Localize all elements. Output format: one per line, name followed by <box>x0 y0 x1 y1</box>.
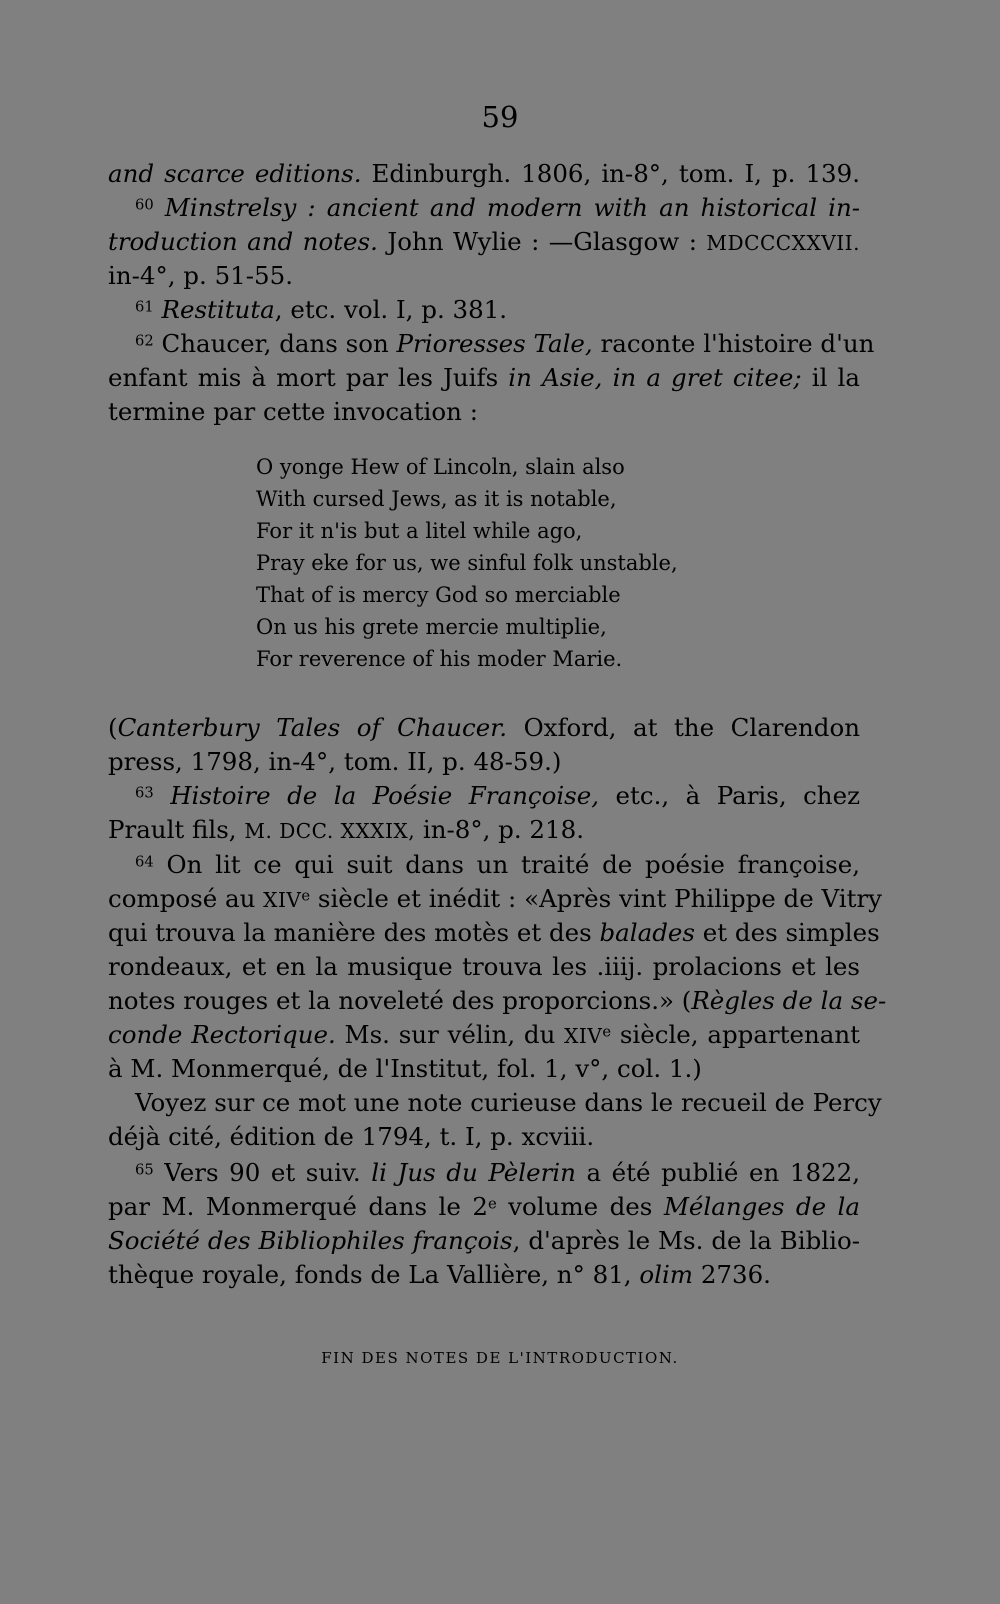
end-of-notes-heading: FIN DES NOTES DE L'INTRODUCTION. <box>321 1349 679 1367</box>
note-60-line-2: troduction and notes. John Wylie : —Glasgow : MDCCCXXVII. <box>108 227 860 256</box>
note-64-line-3: qui trouva la manière des motès et des balades et des simples <box>108 918 880 947</box>
verse-line: For reverence of his moder Marie. <box>256 647 623 671</box>
note-65-line-2: par M. Monmerqué dans le 2e volume des Mélanges de la <box>108 1192 861 1221</box>
note-65-line-3: Société des Bibliophiles françois, d'après le Ms. de la Biblio- <box>108 1226 861 1255</box>
verse-line: For it n'is but a litel while ago, <box>256 519 583 543</box>
note-number: 60 <box>135 196 154 214</box>
note-64-line-1: $^{64}$ On lit ce qui suit dans un traité de poésie françoise, <box>135 850 860 879</box>
citation-line-1: (Canterbury Tales of Chaucer. Oxford, at the Clarendon <box>108 713 860 742</box>
note-63-line-2: Prault fils, M. DCC. XXXIX, in-8°, p. 218. <box>108 815 584 844</box>
citation-line-2: press, 1798, in-4°, tom. II, p. 48-59.) <box>108 747 562 776</box>
note-65-line-1: $^{65}$ Vers 90 et suiv. li Jus du Pèlerin a été publié en 1822, <box>135 1158 861 1187</box>
verse-line: With cursed Jews, as it is notable, <box>256 487 617 511</box>
note-62-line-2: enfant mis à mort par les Juifs in Asie, in a gret citee; il la <box>108 363 860 392</box>
note-number: 61 <box>135 298 154 316</box>
note-62-line-1: $^{62}$ Chaucer, dans son Prioresses Tale, raconte l'histoire d'un <box>135 329 875 358</box>
note-64-line-7: à M. Monmerqué, de l'Institut, fol. 1, v°, col. 1.) <box>108 1054 702 1083</box>
note-64-line-6: conde Rectorique. Ms. sur vélin, du XIVe siècle, appartenant <box>108 1020 861 1049</box>
note-64-line-2: composé au XIVe siècle et inédit : «Après vint Philippe de Vitry <box>108 884 883 913</box>
note-63-line-1: $^{63}$ Histoire de la Poésie Françoise, etc., à Paris, chez <box>135 781 860 810</box>
verse-line: O yonge Hew of Lincoln, slain also <box>256 455 625 479</box>
note-60-line-1: $^{60}$ Minstrelsy : ancient and modern with an historical in- <box>135 193 860 222</box>
page-number: 59 <box>481 100 519 134</box>
note-60-line-3: in-4°, p. 51-55. <box>108 261 293 290</box>
note-64-line-5: notes rouges et la noveleté des proporcions.» (Règles de la se- <box>108 986 887 1015</box>
verse-line: That of is mercy God so merciable <box>256 583 621 607</box>
note-65-line-4: thèque royale, fonds de La Vallière, n° 81, olim 2736. <box>108 1260 771 1289</box>
note-number: 65 <box>135 1161 154 1179</box>
note-64-line-8: Voyez sur ce mot une note curieuse dans le recueil de Percy <box>135 1088 882 1117</box>
note-number: 63 <box>135 784 154 802</box>
note-number: 62 <box>135 332 154 350</box>
note-61: $^{61}$ Restituta, etc. vol. I, p. 381. <box>135 295 508 324</box>
verse-line: Pray eke for us, we sinful folk unstable, <box>256 551 678 575</box>
verse-line: On us his grete mercie multiplie, <box>256 615 607 639</box>
note-59-continuation: and scarce editions. Edinburgh. 1806, in-8°, tom. I, p. 139. <box>108 159 860 188</box>
note-64-line-4: rondeaux, et en la musique trouva les .iiij. prolacions et les <box>108 952 860 981</box>
note-62-line-3: termine par cette invocation : <box>108 397 478 426</box>
note-64-line-9: déjà cité, édition de 1794, t. I, p. xcviii. <box>108 1122 595 1151</box>
note-number: 64 <box>135 853 154 871</box>
